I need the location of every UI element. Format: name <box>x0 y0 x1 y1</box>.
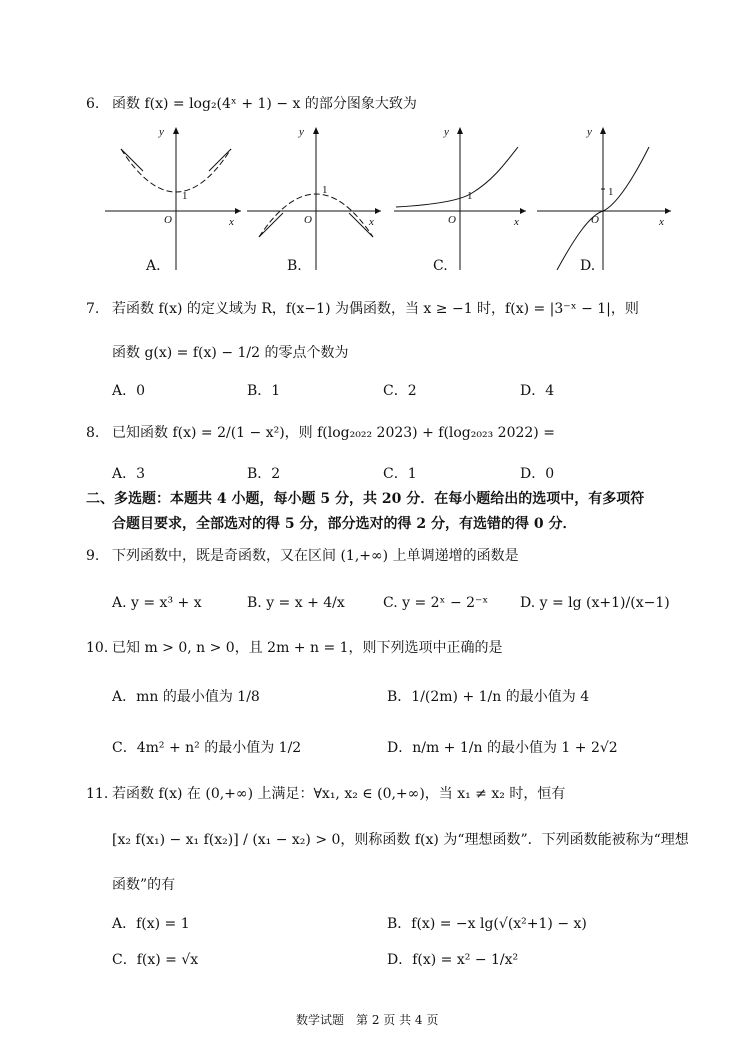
page-footer: 数学试题 第 2 页 共 4 页 <box>296 1013 439 1027</box>
q8-number: 8. <box>86 425 100 441</box>
graph-c-tick: 1 <box>467 190 473 202</box>
graph-d <box>535 125 675 270</box>
graph-b-origin: O <box>304 214 312 226</box>
q8-stem: 已知函数 f(x) = 2/(1 − x²)，则 f(log₂₀₂₂ 2023) + f(log₂₀₂₃ 2022) = <box>112 425 555 441</box>
q10-option-b: B．1/(2m) + 1/n 的最小值为 4 <box>387 689 590 705</box>
graph-a <box>103 125 243 270</box>
graph-b-y-label: y <box>299 126 304 138</box>
q10-stem: 已知 m > 0, n > 0，且 2m + n = 1，则下列选项中正确的是 <box>112 640 503 656</box>
q8-option-c: C．1 <box>383 466 417 482</box>
q11-stem-line3: 函数”的有 <box>112 877 176 893</box>
q6-option-c: C. <box>433 258 448 274</box>
q10-option-a: A．mn 的最小值为 1/8 <box>112 689 260 705</box>
q9-number: 9. <box>86 548 100 564</box>
section2-heading-line2: 合题目要求，全部选对的得 5 分，部分选对的得 2 分，有选错的得 0 分． <box>112 516 577 532</box>
q7-stem-line2: 函数 g(x) = f(x) − 1/2 的零点个数为 <box>112 345 349 361</box>
q10-option-c: C．4m² + n² 的最小值为 1/2 <box>112 740 302 756</box>
graph-d-tick: 1 <box>608 186 614 198</box>
q8-option-b: B．2 <box>247 466 281 482</box>
graph-a-tick: 1 <box>182 190 188 202</box>
q11-number: 11. <box>86 786 109 802</box>
graph-c-x-label: x <box>514 216 519 228</box>
graph-a-y-label: y <box>159 126 164 138</box>
q10-option-d: D．n/m + 1/n 的最小值为 1 + 2√2 <box>387 740 618 756</box>
graph-a-origin: O <box>164 214 172 226</box>
graph-d-origin: O <box>591 214 599 226</box>
graph-a-x-label: x <box>229 216 234 228</box>
q11-stem-line2: [x₂ f(x₁) − x₁ f(x₂)] / (x₁ − x₂) > 0，则称函数 f(x) 为“理想函数”．下列函数能被称为“理想 <box>112 832 689 848</box>
graph-c <box>392 125 532 270</box>
q6-stem: 函数 f(x) = log₂(4ˣ + 1) − x 的部分图象大致为 <box>112 96 417 112</box>
section2-heading-line1: 二、多选题：本题共 4 小题，每小题 5 分，共 20 分．在每小题给出的选项中，有多项符 <box>86 491 645 507</box>
graph-c-y-label: y <box>444 126 449 138</box>
q7-option-a: A．0 <box>112 383 146 399</box>
q7-stem-line1: 若函数 f(x) 的定义域为 R，f(x−1) 为偶函数，当 x ≥ −1 时，f(x) = |3⁻ˣ − 1|，则 <box>112 301 639 317</box>
q6-option-a: A. <box>146 258 161 274</box>
q10-number: 10. <box>86 640 109 656</box>
q11-option-c: C．f(x) = √x <box>112 952 199 968</box>
q7-option-c: C．2 <box>383 383 417 399</box>
q9-option-b: B. y = x + 4/x <box>247 595 345 611</box>
graph-d-y-label: y <box>587 126 592 138</box>
q11-option-b: B．f(x) = −x lg(√(x²+1) − x) <box>387 916 587 932</box>
q9-option-a: A. y = x³ + x <box>112 595 202 611</box>
q8-option-d: D．0 <box>520 466 555 482</box>
q9-option-c: C. y = 2ˣ − 2⁻ˣ <box>383 595 489 611</box>
q6-option-d: D. <box>580 258 596 274</box>
q9-stem: 下列函数中，既是奇函数，又在区间 (1,+∞) 上单调递增的函数是 <box>112 548 519 564</box>
q7-option-b: B．1 <box>247 383 281 399</box>
q11-option-d: D．f(x) = x² − 1/x² <box>387 952 519 968</box>
graph-b-x-label: x <box>369 216 374 228</box>
graph-d-x-label: x <box>659 216 664 228</box>
q11-stem-line1: 若函数 f(x) 在 (0,+∞) 上满足：∀x₁, x₂ ∈ (0,+∞)，当 x₁ ≠ x₂ 时，恒有 <box>112 786 566 802</box>
q7-option-d: D．4 <box>520 383 555 399</box>
q7-number: 7. <box>86 301 100 317</box>
q11-option-a: A．f(x) = 1 <box>112 916 190 932</box>
q6-option-b: B. <box>287 258 302 274</box>
graph-b <box>245 125 385 270</box>
q8-option-a: A．3 <box>112 466 146 482</box>
q6-number: 6. <box>86 96 100 112</box>
graph-b-tick: 1 <box>322 184 328 196</box>
graph-c-origin: O <box>448 214 456 226</box>
q9-option-d: D. y = lg (x+1)/(x−1) <box>520 595 670 611</box>
